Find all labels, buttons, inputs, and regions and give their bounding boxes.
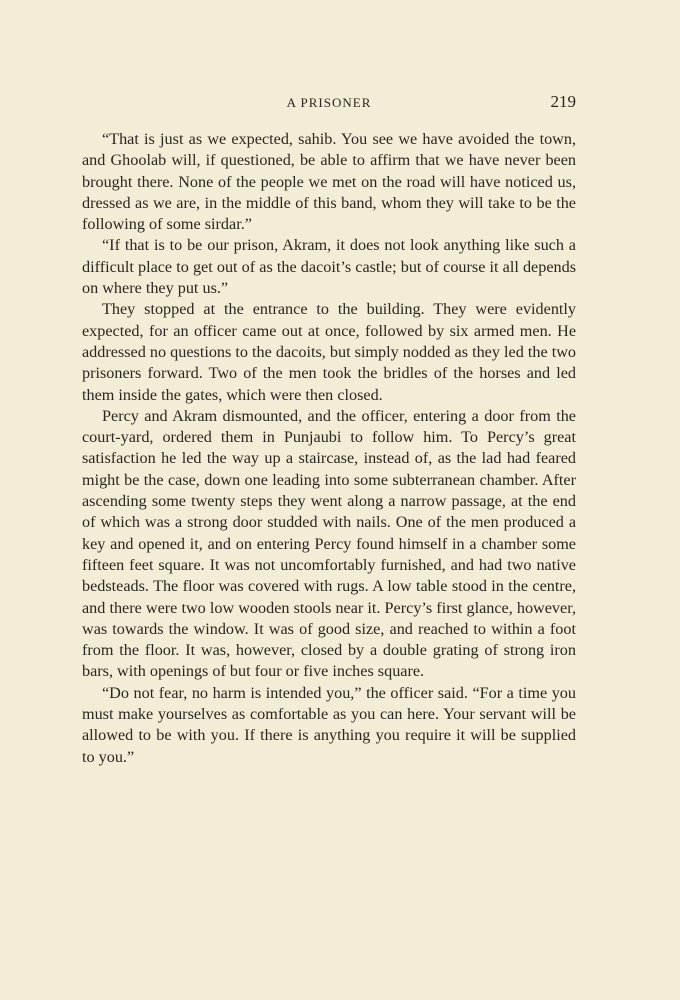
paragraph: They stopped at the entrance to the building. They were evidently expected, for an officer came out at once, followed by six armed men. He addressed no questions to the dacoits, but simply nodded as they led the two prisoners forward. Two of the men took the bridles of the horses and led them inside the gates, which were then closed. xyxy=(82,300,576,404)
paragraph: “Do not fear, no harm is intended you,” the officer said. “For a time you must make yourselves as comfortable as you can here. Your servant will be allowed to be with you. If there is anything you require it will be supplied to you.” xyxy=(82,683,576,766)
paragraph: “That is just as we expected, sahib. You see we have avoided the town, and Ghoolab will, if questioned, be able to affirm that we have never been brought there. None of the people we met on the road will have noticed us, dressed as we are, in the middle of this band, whom they will take to be the following of some sirdar.” xyxy=(82,130,576,234)
running-head-title: A PRISONER xyxy=(286,95,372,110)
page-number: 219 xyxy=(550,92,576,111)
paragraph: Percy and Akram dismounted, and the officer, entering a door from the court-yard, ordered them in Punjaubi to follow him. To Percy’s great satisfaction he led the way up a staircase, instead of, as the lad had feared might be the case, down one leading into some subterranean chamber. After ascending some twenty steps they went along a narrow passage, at the end of which was a strong door studded with nails. One of the men produced a key and opened it, and on entering Percy found himself in a chamber some fifteen feet square. It was not uncomfortably furnished, and had two native bedsteads. The floor was covered with rugs. A low table stood in the centre, and there were two low wooden stools near it. Percy’s first glance, however, was towards the window. It was of good size, and reached to within a foot from the floor. It was, however, closed by a double grating of strong iron bars, with openings of but four or five inches square. xyxy=(82,406,576,681)
body-text xyxy=(82,129,576,768)
running-head xyxy=(82,92,576,114)
paragraph: “If that is to be our prison, Akram, it does not look anything like such a difficult place to get out of as the dacoit’s castle; but of course it all depends on where they put us.” xyxy=(82,236,576,298)
